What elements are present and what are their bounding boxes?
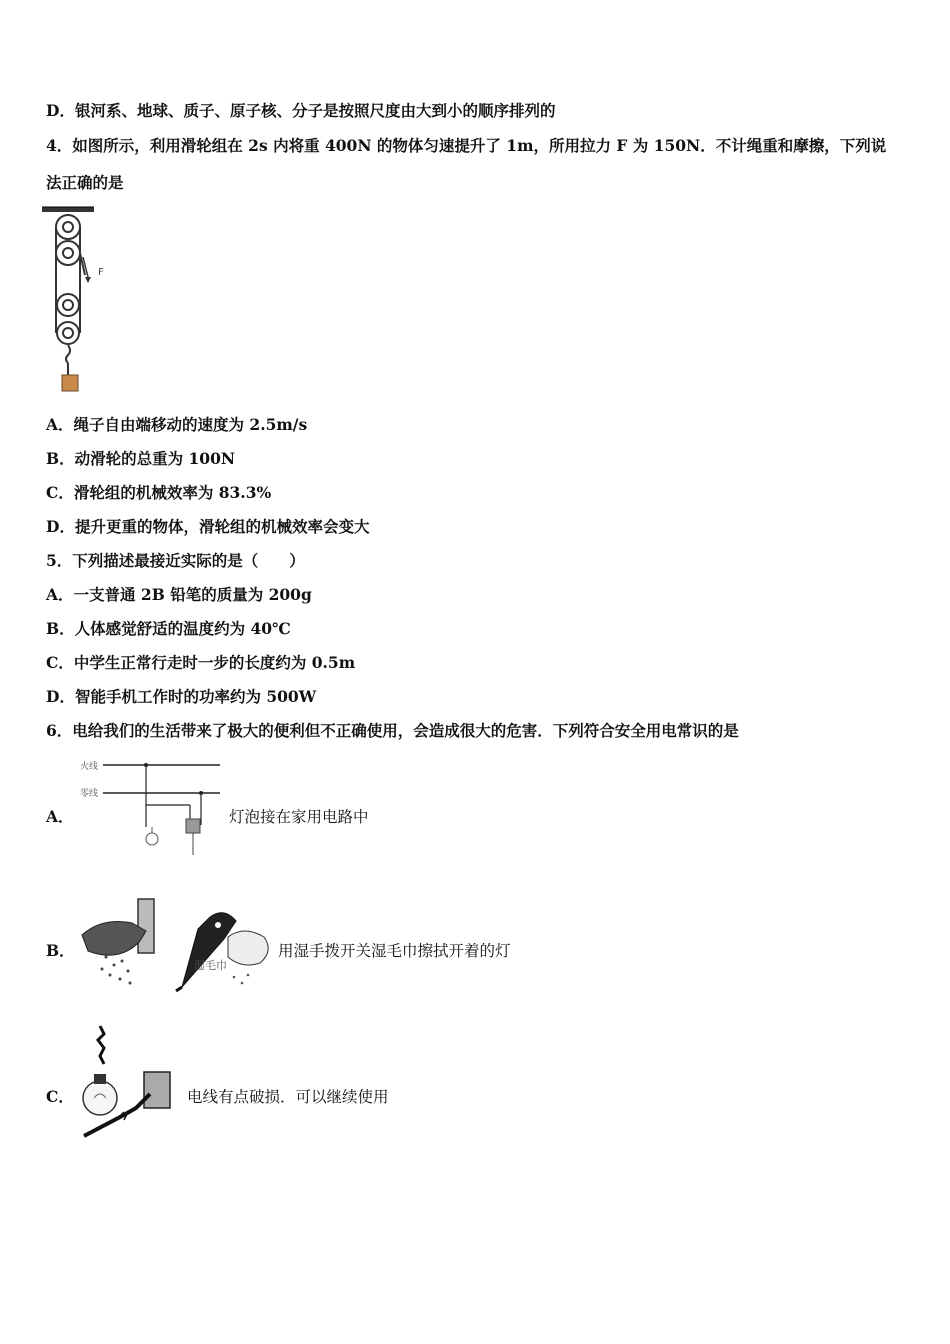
q6-option-a-label: A． (46, 807, 74, 826)
q4-option-c: C．滑轮组的机械效率为 83.3% (46, 483, 272, 502)
q4-option-a: A．绳子自由端移动的速度为 2.5m/s (46, 415, 308, 434)
wet-hands-figure (78, 895, 276, 993)
q4-stem-line-1: 4．如图所示，利用滑轮组在 2s 内将重 400N 的物体匀速提升了 1m，所用拉力 F 为 150N．不计绳重和摩擦，下列说 (46, 136, 887, 155)
q5-stem: 5．下列描述最接近实际的是（ ） (46, 551, 305, 570)
damaged-wire-figure (78, 1022, 178, 1140)
q6-stem: 6．电给我们的生活带来了极大的便利但不正确使用，会造成很大的危害．下列符合安全用电常识的是 (46, 721, 739, 740)
towel-label: 湿毛巾 (194, 959, 227, 972)
q6-option-b-caption: 用湿手拨开关湿毛巾擦拭开着的灯 (278, 942, 511, 960)
force-label: F (98, 267, 104, 278)
pulley-system-figure (38, 205, 118, 395)
q5-option-d: D．智能手机工作时的功率约为 500W (46, 687, 317, 706)
q4-option-d: D．提升更重的物体，滑轮组的机械效率会变大 (46, 517, 370, 536)
q4-stem-line-2: 法正确的是 (46, 173, 124, 192)
q5-option-c: C．中学生正常行走时一步的长度约为 0.5m (46, 653, 356, 672)
q5-option-b: B．人体感觉舒适的温度约为 40℃ (46, 619, 291, 638)
household-circuit-figure (78, 755, 223, 860)
q6-option-b-label: B． (46, 941, 75, 960)
q6-option-c-caption: 电线有点破损．可以继续使用 (187, 1088, 389, 1106)
q5-option-a: A．一支普通 2B 铅笔的质量为 200g (46, 585, 312, 604)
q4-option-b: B．动滑轮的总重为 100N (46, 449, 236, 468)
live-wire-label: 火线 (80, 762, 99, 772)
q6-option-c-label: C． (46, 1087, 74, 1106)
q3-option-d: D．银河系、地球、质子、原子核、分子是按照尺度由大到小的顺序排列的 (46, 101, 556, 120)
neutral-wire-label: 零线 (80, 789, 99, 799)
q6-option-a-caption: 灯泡接在家用电路中 (229, 808, 369, 826)
